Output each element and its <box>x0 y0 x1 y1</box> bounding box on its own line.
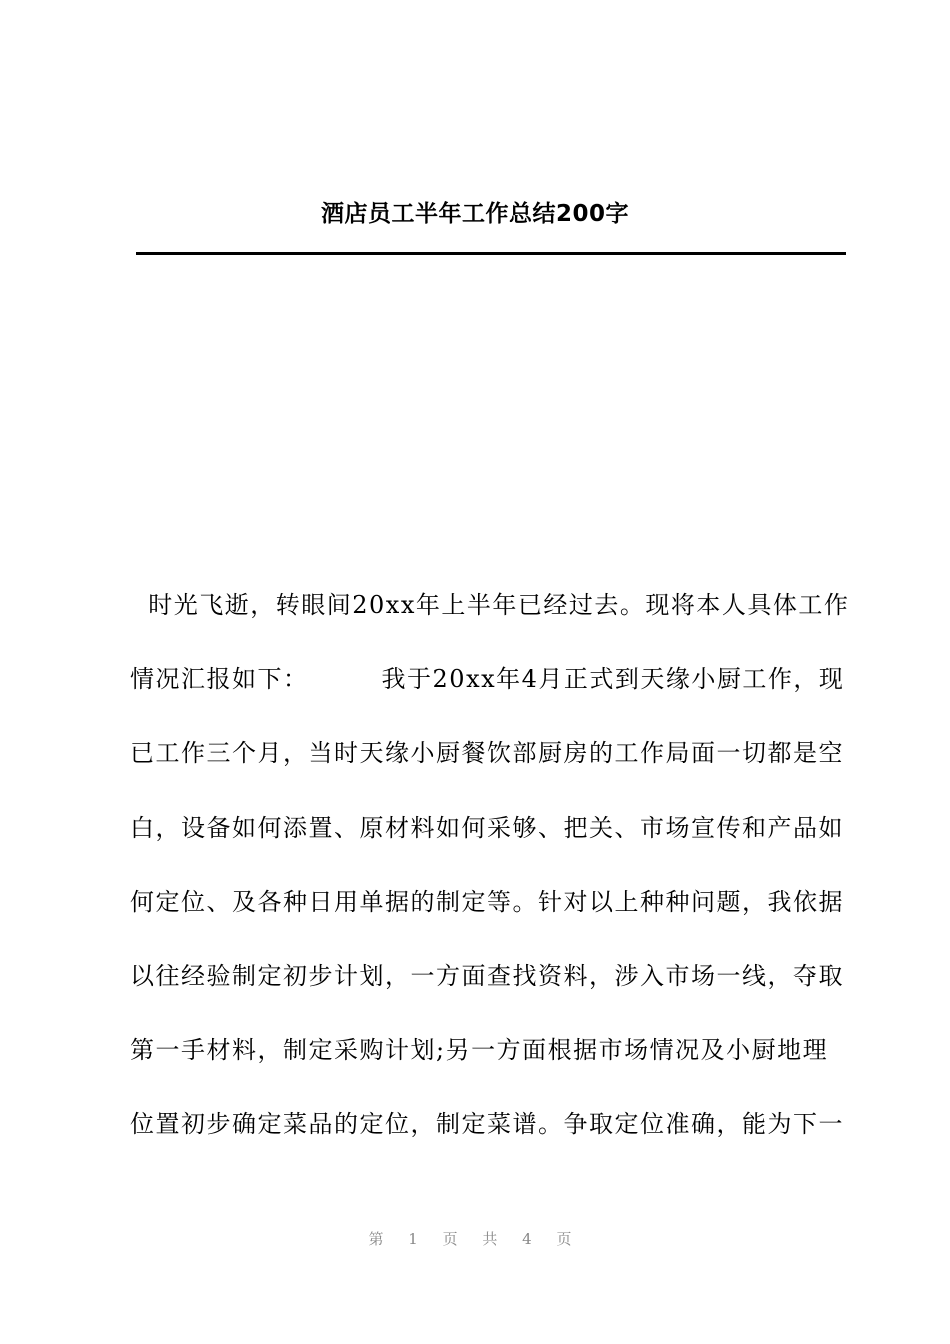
paragraph-line: 第一手材料，制定采购计划;另一方面根据市场情况及小厨地理 <box>130 1036 829 1065</box>
paragraph-line: 已工作三个月，当时天缘小厨餐饮部厨房的工作局面一切都是空 <box>130 739 844 768</box>
paragraph-line: 白，设备如何添置、原材料如何采够、把关、市场宣传和产品如 <box>130 813 844 842</box>
document-title: 酒店员工半年工作总结200字 <box>320 201 629 227</box>
page-number-footer: 第 1 页 共 4 页 <box>368 1230 582 1248</box>
paragraph-line: 以往经验制定初步计划，一方面查找资料，涉入市场一线，夺取 <box>130 961 844 990</box>
paragraph-line: 何定位、及各种日用单据的制定等。针对以上种种问题，我依据 <box>130 887 844 916</box>
paragraph-line: 位置初步确定菜品的定位，制定菜谱。争取定位准确，能为下一 <box>130 1110 844 1139</box>
paragraph-line: 时光飞逝，转眼间20xx年上半年已经过去。现将本人具体工作 <box>130 591 850 619</box>
title-underline-divider <box>136 252 846 255</box>
body-paragraph <box>130 568 850 1162</box>
paragraph-line: 情况汇报如下： 我于20xx年4月正式到天缘小厨工作，现 <box>130 665 845 694</box>
